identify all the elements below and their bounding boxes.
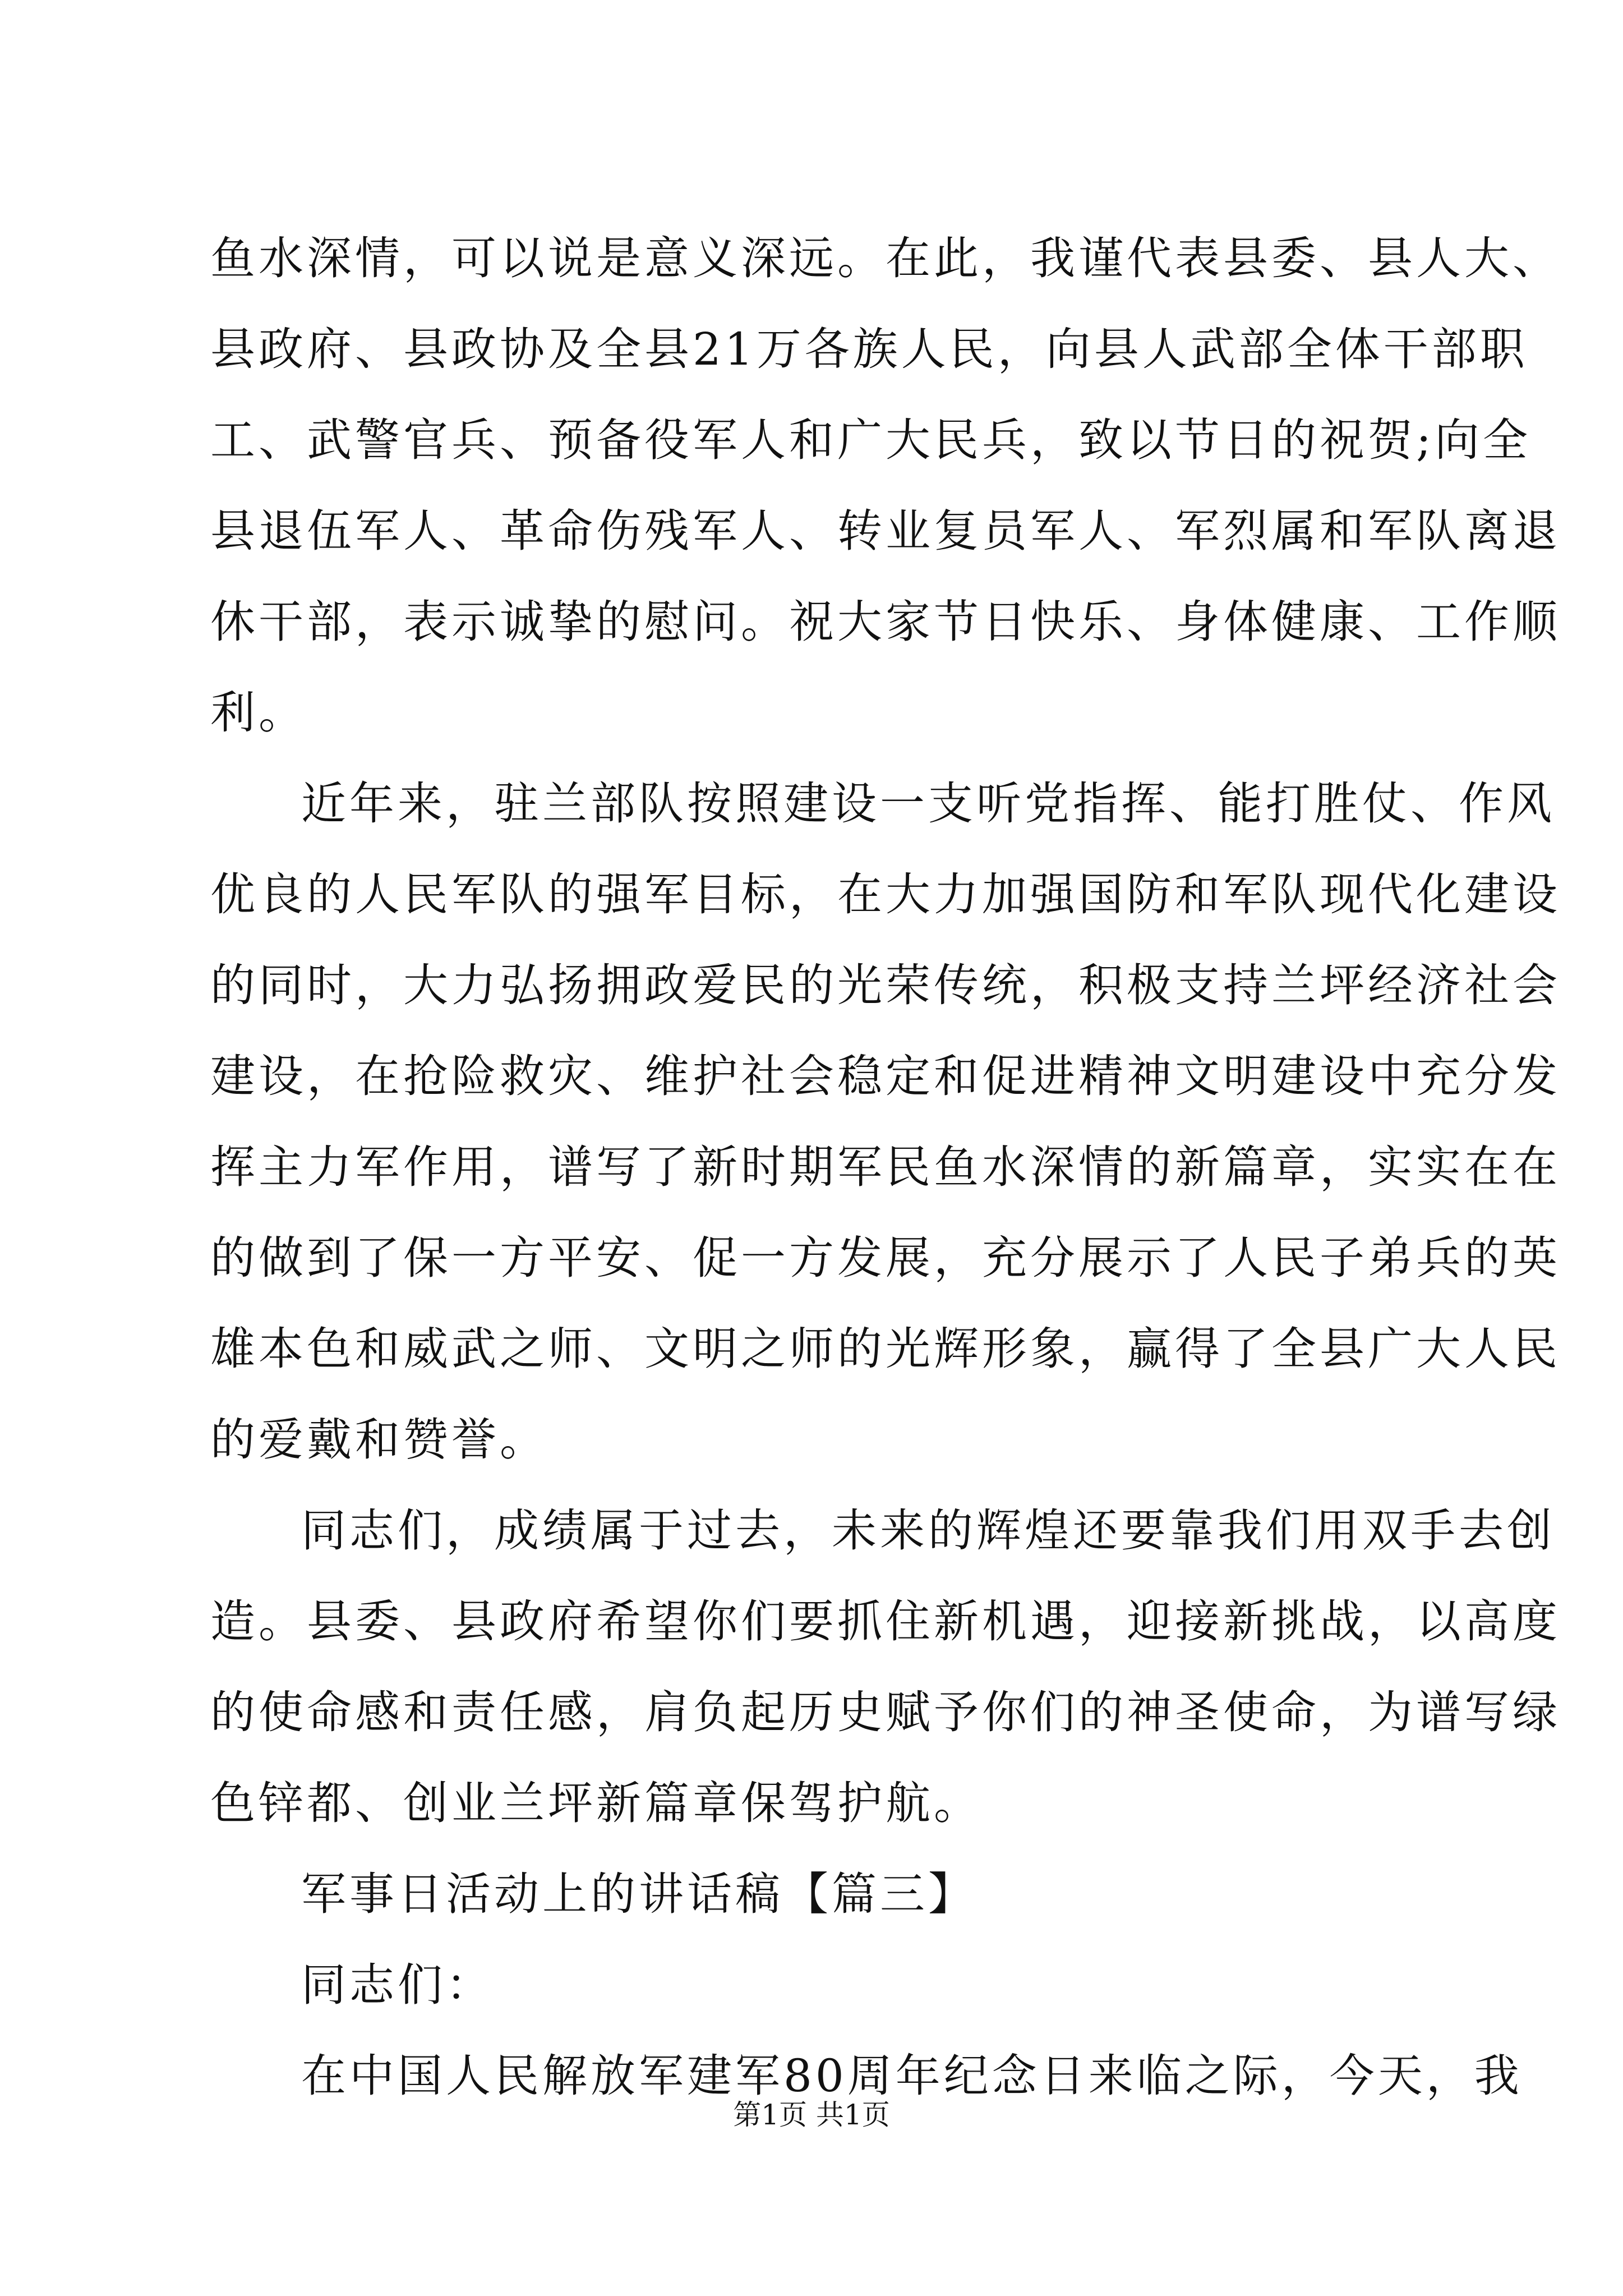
text-line: 利。 xyxy=(210,687,307,739)
text-line: 军事日活动上的讲话稿【篇三】 xyxy=(301,1868,976,1920)
page-footer: 第1页 共1页 xyxy=(733,2099,890,2131)
text-line: 在中国人民解放军建军80周年纪念日来临之际，今天，我 xyxy=(301,2050,1523,2102)
text-line: 优良的人民军队的强军目标，在大力加强国防和军队现代化建设 xyxy=(210,868,1561,921)
text-line: 县退伍军人、革命伤残军人、转业复员军人、军烈属和军队离退 xyxy=(210,505,1561,557)
text-line: 鱼水深情，可以说是意义深远。在此，我谨代表县委、县人大、 xyxy=(210,232,1561,284)
text-line: 建设，在抢险救灾、维护社会稳定和促进精神文明建设中充分发 xyxy=(210,1050,1561,1102)
text-line: 雄本色和威武之师、文明之师的光辉形象，赢得了全县广大人民 xyxy=(210,1323,1561,1375)
text-line: 的同时，大力弘扬拥政爱民的光荣传统，积极支持兰坪经济社会 xyxy=(210,959,1561,1011)
text-line: 挥主力军作用，谱写了新时期军民鱼水深情的新篇章，实实在在 xyxy=(210,1141,1561,1193)
text-line: 同志们： xyxy=(301,1959,494,2011)
text-line: 近年来，驻兰部队按照建设一支听党指挥、能打胜仗、作风 xyxy=(301,777,1555,830)
text-line: 同志们，成绩属于过去，未来的辉煌还要靠我们用双手去创 xyxy=(301,1504,1555,1557)
text-line: 县政府、县政协及全县21万各族人民，向县人武部全体干部职 xyxy=(210,323,1528,375)
text-line: 色锌都、创业兰坪新篇章保驾护航。 xyxy=(210,1777,982,1829)
text-line: 的爱戴和赞誉。 xyxy=(210,1414,548,1466)
text-line: 工、武警官兵、预备役军人和广大民兵，致以节日的祝贺;向全 xyxy=(210,414,1531,466)
text-line: 造。县委、县政府希望你们要抓住新机遇，迎接新挑战，以高度 xyxy=(210,1595,1561,1648)
document-body xyxy=(210,213,1561,2122)
text-line: 休干部，表示诚挚的慰问。祝大家节日快乐、身体健康、工作顺 xyxy=(210,596,1561,648)
text-line: 的使命感和责任感，肩负起历史赋予你们的神圣使命，为谱写绿 xyxy=(210,1686,1561,1738)
text-line: 的做到了保一方平安、促一方发展，充分展示了人民子弟兵的英 xyxy=(210,1232,1561,1284)
